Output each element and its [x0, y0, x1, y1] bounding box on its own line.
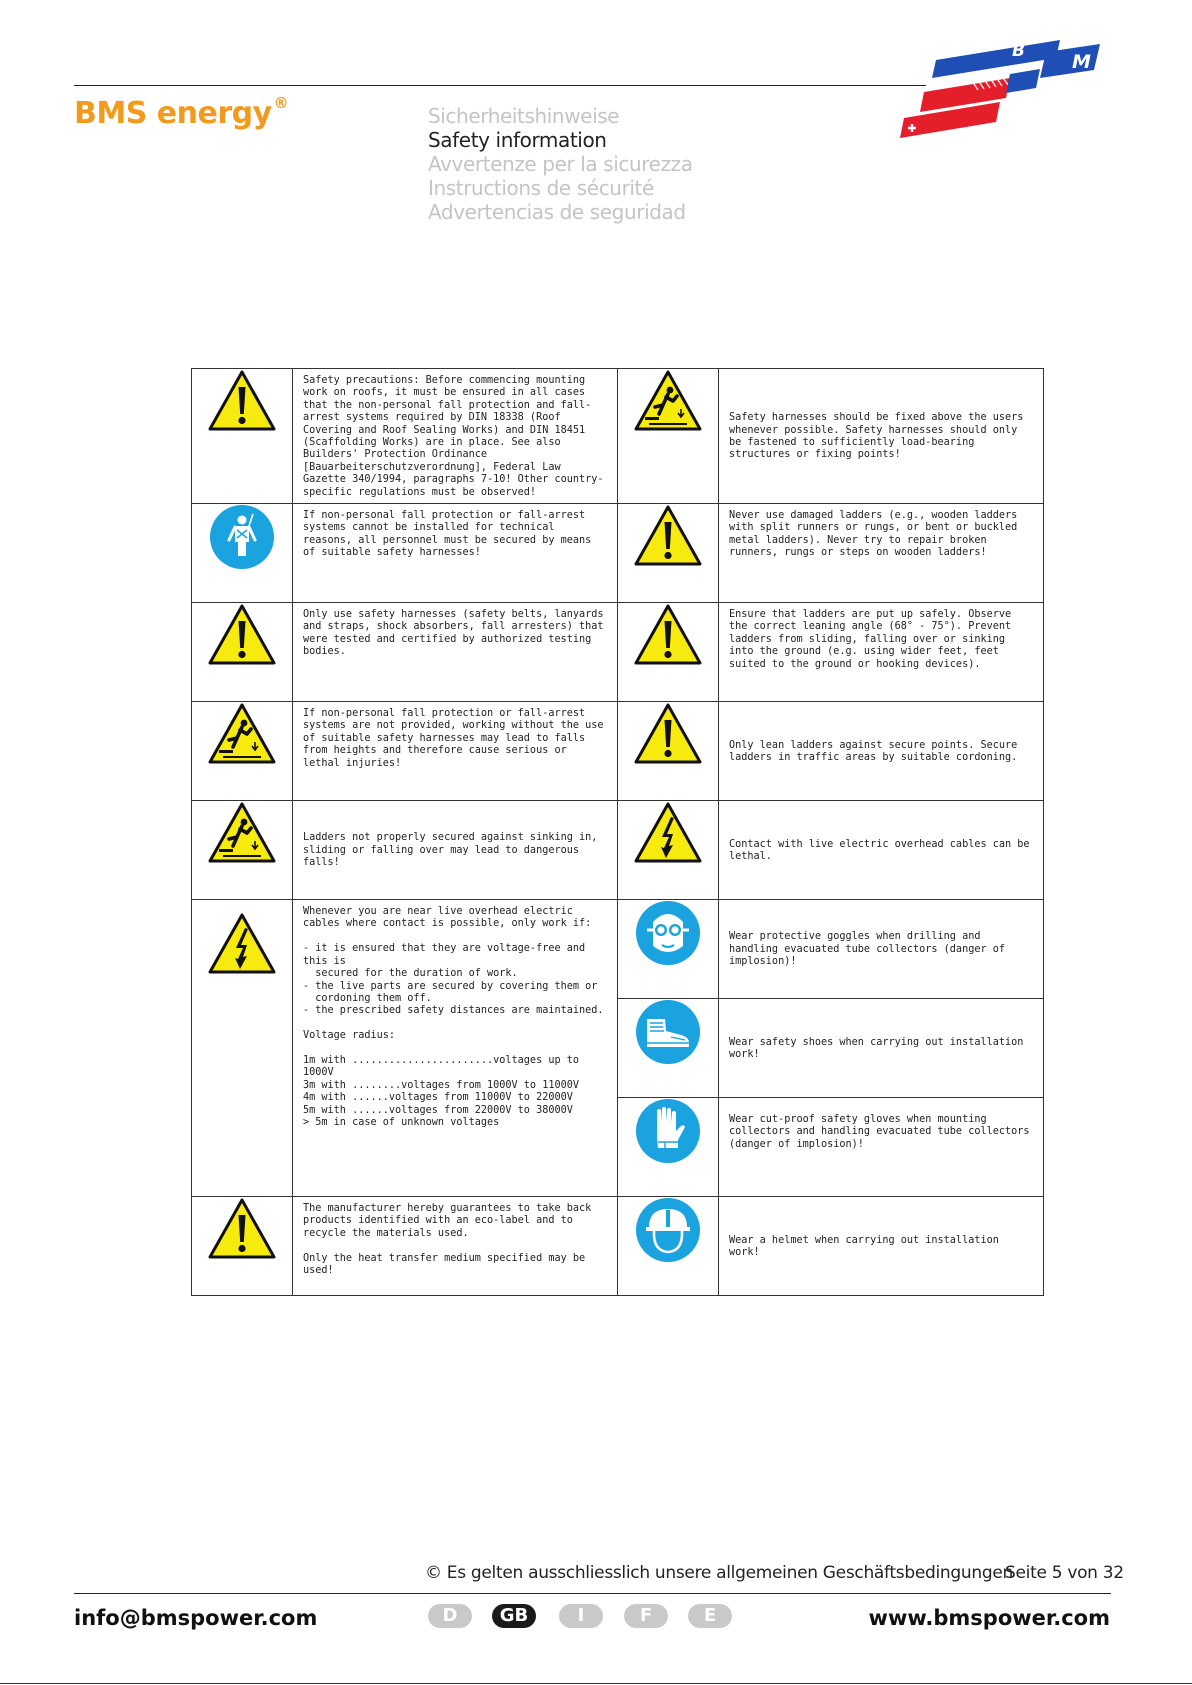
icon-cell — [192, 1197, 293, 1296]
footer-rule — [74, 1593, 1111, 1594]
safety-text: Ensure that ladders are put up safely. Observe the correct leaning angle (68° - 75°). Prevent ladders from sliding, falling over or sinking into the ground (e.g. using wider feet, feet suited to the ground or hooking devices). — [719, 603, 1044, 702]
harness-icon — [209, 504, 275, 570]
electric-hazard-icon — [207, 912, 277, 976]
safety-text: Only use safety harnesses (safety belts, lanyards and straps, shock absorbers, fall arresters) that were tested and certified by authorized testing bodies. — [293, 603, 618, 702]
icon-cell — [618, 1197, 719, 1296]
copyright-notice: © Es gelten ausschliesslich unsere allgemeinen Geschäftsbedingungen — [425, 1563, 1013, 1583]
safety-text: Wear a helmet when carrying out installation work! — [719, 1197, 1044, 1296]
lang-tab-f[interactable]: F — [624, 1604, 668, 1628]
icon-cell — [618, 504, 719, 603]
lang-tab-d[interactable]: D — [428, 1604, 472, 1628]
safety-text: Wear safety shoes when carrying out installation work! — [719, 999, 1044, 1098]
icon-cell — [618, 999, 719, 1098]
safety-text: Never use damaged ladders (e.g., wooden ladders with split runners or rungs, or bent or buckled metal ladders). Never try to repair broken runners, rungs or steps on wooden ladders! — [719, 504, 1044, 603]
language-titles — [428, 104, 693, 224]
icon-cell — [192, 603, 293, 702]
table-row — [192, 801, 1044, 900]
fall-hazard-icon — [207, 801, 277, 865]
icon-cell — [192, 702, 293, 801]
icon-cell — [618, 801, 719, 900]
title-it: Avvertenze per la sicurezza — [428, 152, 693, 176]
icon-cell — [618, 603, 719, 702]
warning-icon — [633, 504, 703, 568]
bms-logo — [900, 36, 1110, 144]
icon-cell — [618, 900, 719, 999]
icon-cell — [192, 900, 293, 1197]
electric-hazard-icon — [633, 801, 703, 865]
title-es: Advertencias de seguridad — [428, 200, 686, 224]
warning-icon — [207, 1197, 277, 1261]
table-row — [192, 900, 1044, 999]
logo-letter-b: B — [1012, 41, 1025, 61]
warning-icon — [633, 702, 703, 766]
table-row — [192, 1197, 1044, 1296]
warning-icon — [207, 369, 277, 433]
safety-text: Wear protective goggles when drilling and handling evacuated tube collectors (danger of implosion)! — [719, 900, 1044, 999]
logo-letter-m: M — [1072, 51, 1091, 73]
title-gb: Safety information — [428, 128, 607, 152]
safety-text: Safety precautions: Before commencing mounting work on roofs, it must be ensured in all cases that the non-personal fall protection and fall-arrest systems required by DIN 18338 (Roof Covering and Roof Sealing Works) and DIN 18451 (Scaffolding Works) are in place. See also Builders' Protection Ordinance [Bauarbeiterschutzverordnung], Federal Law Gazette 340/1994, paragraphs 7-10! Other country-specific regulations must be observed! — [293, 369, 618, 504]
page-number: Seite 5 von 32 — [1005, 1563, 1124, 1583]
safety-shoe-icon — [635, 999, 701, 1065]
icon-cell — [618, 1098, 719, 1197]
lang-tab-i[interactable]: I — [559, 1604, 603, 1628]
goggles-icon — [635, 900, 701, 966]
warning-icon — [633, 603, 703, 667]
safety-text: Only lean ladders against secure points. Secure ladders in traffic areas by suitable cordoning. — [719, 702, 1044, 801]
safety-text: Ladders not properly secured against sinking in, sliding or falling over may lead to dangerous falls! — [293, 801, 618, 900]
table-row — [192, 369, 1044, 504]
icon-cell — [618, 369, 719, 504]
lang-tab-e[interactable]: E — [688, 1604, 732, 1628]
icon-cell — [192, 801, 293, 900]
title-de: Sicherheitshinweise — [428, 104, 620, 128]
table-row — [192, 603, 1044, 702]
safety-table — [191, 368, 1044, 1296]
safety-text: Contact with live electric overhead cables can be lethal. — [719, 801, 1044, 900]
safety-text: Wear cut-proof safety gloves when mounting collectors and handling evacuated tube collectors (danger of implosion)! — [719, 1098, 1044, 1197]
icon-cell — [618, 702, 719, 801]
header-rule — [74, 85, 926, 86]
table-row — [192, 702, 1044, 801]
gloves-icon — [635, 1098, 701, 1164]
icon-cell — [192, 369, 293, 504]
safety-text: If non-personal fall protection or fall-arrest systems are not provided, working without the use of suitable safety harnesses may lead to falls from heights and therefore cause serious or lethal injuries! — [293, 702, 618, 801]
icon-cell — [192, 504, 293, 603]
lang-tab-gb[interactable]: GB — [492, 1604, 536, 1628]
logo-letter-s: S — [1008, 91, 1020, 110]
safety-text: Safety harnesses should be fixed above the users whenever possible. Safety harnesses should only be fastened to sufficiently load-bearing structures or fixing points! — [719, 369, 1044, 504]
brand-logo: BMS energy ® — [74, 94, 289, 131]
table-row — [192, 504, 1044, 603]
helmet-icon — [635, 1197, 701, 1263]
safety-text: If non-personal fall protection or fall-arrest systems cannot be installed for technical reasons, all personnel must be secured by means of suitable safety harnesses! — [293, 504, 618, 603]
recycling-text: The manufacturer hereby guarantees to take back products identified with an eco-label and to recycle the materials used. Only the heat transfer medium specified may be used! — [293, 1197, 618, 1296]
fall-hazard-icon — [207, 702, 277, 766]
website-link[interactable]: www.bmspower.com — [868, 1606, 1110, 1630]
title-fr: Instructions de sécurité — [428, 176, 654, 200]
fall-hazard-icon — [633, 369, 703, 433]
page-bottom-rule — [0, 1683, 1192, 1684]
email-link[interactable]: info@bmspower.com — [74, 1606, 318, 1630]
warning-icon — [207, 603, 277, 667]
voltage-radius-text: Whenever you are near live overhead electric cables where contact is possible, only work if: - it is ensured that they are voltage-free and this is secured for the duration of work. - the live parts are secured by covering them or cordoning them off. - the prescribed safety distances are maintained. Voltage radius: 1m with .......................voltages up to 1000V 3m with ........voltages from 1000V to 11000V 4m with ......voltages from 11000V to 22000V 5m with ......voltages from 22000V to 38000V > 5m in case of unknown voltages — [293, 900, 618, 1197]
